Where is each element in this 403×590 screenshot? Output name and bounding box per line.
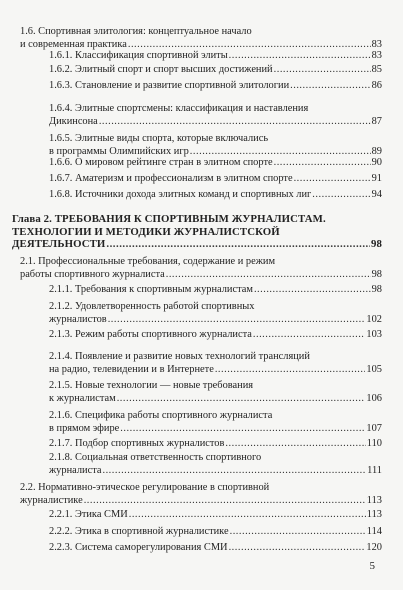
toc-entry — [20, 256, 382, 281]
toc-entry-line: 1.6.4. Элитные спортсмены: классификация и наставления — [49, 103, 309, 114]
toc-entry-page: 114 — [366, 526, 382, 537]
dot-leader — [108, 314, 366, 327]
toc-entry-line: Дикинсона — [49, 115, 98, 127]
toc-entry-line: работы спортивного журналиста — [20, 268, 165, 280]
toc-entry-page: 103 — [366, 329, 382, 340]
toc-entry-line: 2.1.3. Режим работы спортивного журналиста — [49, 329, 252, 340]
dot-leader — [229, 542, 366, 555]
toc-entry-line: 1.6.1. Классификация спортивной элиты — [49, 50, 228, 61]
toc-entry — [49, 351, 382, 376]
toc-entry-line: в прямом эфире — [49, 422, 120, 434]
toc-entry-page: 98 — [371, 284, 382, 295]
toc-entry-page: 113 — [366, 494, 382, 506]
toc-entry-line: 1.6.7. Аматеризм и профессионализм в элитном спорте — [49, 173, 293, 184]
toc-entry-line: на радио, телевидении и в Интернете — [49, 363, 214, 375]
toc-entry-leader-row — [49, 189, 382, 202]
toc-entry-page: 89 — [371, 145, 382, 157]
dot-leader — [225, 438, 365, 451]
toc-entry — [49, 133, 382, 158]
toc-entry-leader-row — [49, 542, 382, 555]
toc-entry-leader-row — [49, 314, 382, 327]
dot-leader — [99, 116, 371, 129]
toc-entry — [49, 50, 382, 63]
toc-entry-line: 1.6.2. Элитный спорт и спорт высших достижений — [49, 64, 273, 75]
toc-entry-leader-row — [49, 526, 382, 539]
toc-entry-line: 2.1.2. Удовлетворенность работой спортивных — [49, 301, 255, 312]
dot-leader — [102, 465, 366, 478]
toc-entry — [49, 301, 382, 326]
dot-leader — [254, 284, 371, 297]
toc-entry-line: 1.6. Спортивная элитология: концептуальное начало — [20, 26, 252, 37]
toc-entry-page: 85 — [371, 64, 382, 75]
toc-entry-page: 120 — [366, 542, 382, 553]
toc-entry-page: 90 — [371, 157, 382, 168]
toc-entry-line: 2.2.2. Этика в спортивной журналистике — [49, 526, 229, 537]
toc-entry — [49, 542, 382, 555]
toc-entry — [49, 157, 382, 170]
dot-leader — [294, 173, 371, 186]
toc-entry-line: 2.1.6. Специфика работы спортивного журналиста — [49, 410, 273, 421]
toc-entry-line: 2.1.4. Появление и развитие новых технологий трансляций — [49, 351, 310, 362]
toc-entry — [49, 410, 382, 435]
toc-entry-line: 2.2.1. Этика СМИ — [49, 509, 128, 520]
toc-entry-line: ДЕЯТЕЛЬНОСТИ — [12, 238, 106, 250]
toc-entry-page: 105 — [366, 363, 382, 375]
toc-entry-line: журналиста — [49, 464, 102, 476]
toc-entry-line: 2.2. Нормативно-этическое регулирование в спортивной — [20, 482, 270, 493]
toc-entry — [49, 80, 382, 93]
toc-entry-line: 2.1.8. Социальная ответственность спортивного — [49, 452, 262, 463]
toc-chapter-heading — [12, 213, 382, 251]
toc-entry-page: 102 — [366, 313, 382, 325]
toc-entry — [20, 26, 382, 51]
toc-entry-line: 2.2.3. Система саморегулирования СМИ — [49, 542, 228, 553]
toc-entry-leader-row — [49, 465, 382, 478]
page-number: 5 — [369, 560, 375, 572]
toc-entry — [49, 189, 382, 202]
toc-entry-leader-row — [49, 173, 382, 186]
toc-entry — [49, 103, 382, 128]
toc-entry — [49, 64, 382, 77]
toc-entry-line: и современная практика — [20, 38, 127, 50]
dot-leader — [253, 329, 366, 342]
toc-entry-page: 113 — [366, 509, 382, 520]
toc-entry — [49, 284, 382, 297]
toc-entry — [49, 380, 382, 405]
toc-entry-page: 98 — [371, 238, 382, 250]
toc-entry-line: 2.1. Профессиональные требования, содержание и режим — [20, 256, 276, 267]
toc-entry-leader-row — [49, 80, 382, 93]
dot-leader — [120, 423, 365, 436]
toc-entry-page: 94 — [371, 189, 382, 200]
toc-entry-leader-row — [49, 329, 382, 342]
toc-entry — [49, 329, 382, 342]
dot-leader — [274, 64, 371, 77]
dot-leader — [106, 238, 370, 251]
dot-leader — [117, 393, 366, 406]
dot-leader — [230, 526, 366, 539]
toc-entry-line: Глава 2. ТРЕБОВАНИЯ К СПОРТИВНЫМ ЖУРНАЛИСТАМ. — [12, 213, 326, 225]
toc-entry-leader-row — [49, 157, 382, 170]
dot-leader — [312, 189, 370, 202]
toc-entry — [49, 526, 382, 539]
dot-leader — [274, 157, 371, 170]
toc-entry-leader-row — [49, 284, 382, 297]
toc-entry-leader-row — [49, 116, 382, 129]
toc-entry-page: 110 — [366, 438, 382, 449]
toc-entry-line: 1.6.3. Становление и развитие спортивной элитологии — [49, 80, 290, 91]
toc-entry — [49, 173, 382, 186]
toc-entry-line: 2.1.7. Подбор спортивных журналистов — [49, 438, 225, 449]
dot-leader — [166, 269, 371, 282]
toc-entry-page: 107 — [366, 422, 382, 434]
toc-entry-line: журналистов — [49, 313, 107, 325]
toc-entry-page: 86 — [371, 80, 382, 91]
toc-entry-line: ТЕХНОЛОГИИ И МЕТОДИКИ ЖУРНАЛИСТСКОЙ — [12, 225, 280, 238]
toc-entry-leader-row — [49, 438, 382, 451]
toc-entry-leader-row — [49, 50, 382, 63]
toc-entry-leader-row — [49, 64, 382, 77]
toc-entry-line: в программы Олимпийских игр — [49, 145, 189, 157]
toc-entry-page: 83 — [371, 38, 382, 50]
toc-entry-leader-row — [49, 393, 382, 406]
toc-entry-line: 2.1.1. Требования к спортивным журналистам — [49, 284, 253, 295]
toc-entry-line: журналистике — [20, 494, 83, 506]
dot-leader — [129, 509, 366, 522]
toc-entry-page: 106 — [366, 392, 382, 404]
toc-entry-page: 83 — [371, 50, 382, 61]
toc-entry-leader-row — [12, 238, 382, 251]
toc-entry-line: 1.6.8. Источники дохода элитных команд и спортивных лиг — [49, 189, 312, 200]
toc-entry-leader-row — [49, 364, 382, 377]
toc-entry-page: 87 — [371, 115, 382, 127]
dot-leader — [290, 80, 370, 93]
toc-entry — [49, 509, 382, 522]
toc-entry — [49, 452, 382, 477]
toc-entry-leader-row — [20, 495, 382, 508]
toc-entry-page: 91 — [371, 173, 382, 184]
toc-entry-leader-row — [49, 509, 382, 522]
toc-entry — [20, 482, 382, 507]
dot-leader — [84, 495, 366, 508]
toc-entry-page: 98 — [371, 268, 382, 280]
dot-leader — [229, 50, 371, 63]
toc-entry-leader-row — [49, 423, 382, 436]
toc-entry-leader-row — [20, 269, 382, 282]
toc-entry — [49, 438, 382, 451]
dot-leader — [215, 364, 366, 377]
toc-entry-line: к журналистам — [49, 392, 116, 404]
toc-entry-page: 111 — [367, 464, 382, 476]
toc-entry-line: 1.6.6. О мировом рейтинге стран в элитном спорте — [49, 157, 273, 168]
toc-entry-line: 1.6.5. Элитные виды спорта, которые включались — [49, 133, 269, 144]
toc-entry-line: 2.1.5. Новые технологии — новые требования — [49, 380, 254, 391]
